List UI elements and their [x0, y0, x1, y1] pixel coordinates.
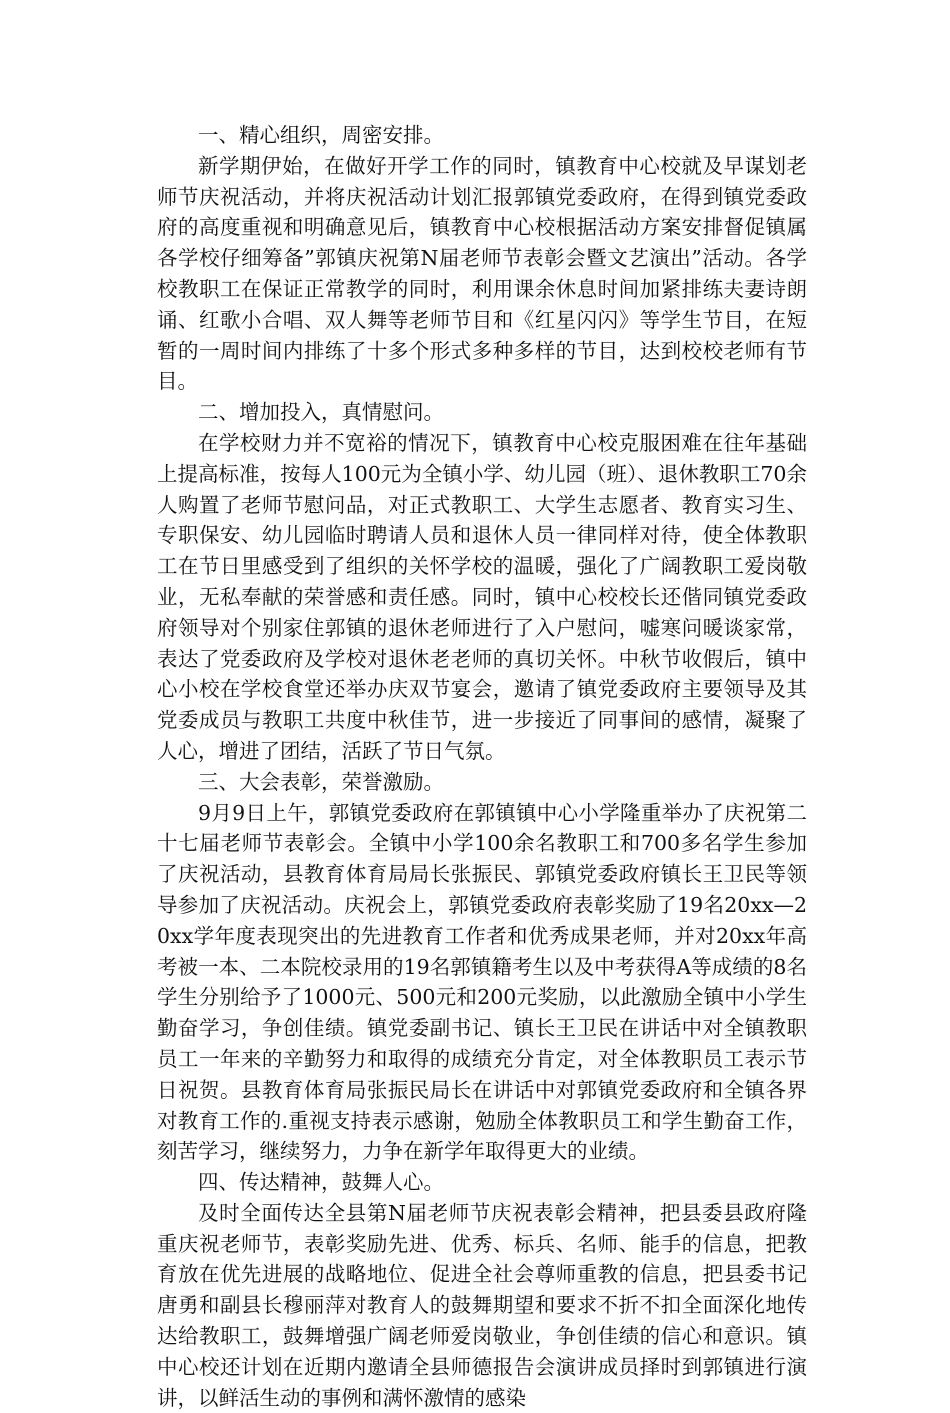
body-paragraph-1: 新学期伊始，在做好开学工作的同时，镇教育中心校就及早谋划老师节庆祝活动，并将庆祝活动计划汇报郭镇党委政府，在得到镇党委政府的高度重视和明确意见后，镇教育中心校根据活动方案安排督促镇属各学校仔细筹备”郭镇庆祝第N届老师节表彰会暨文艺演出”活动。各学校教职工在保证正常教学的同时，利用课余休息时间加紧排练夫妻诗朗诵、红歌小合唱、双人舞等老师节目和《红星闪闪》等学生节目，在短暂的一周时间内排练了十多个形式多种多样的节目，达到校校老师有节目。 [157, 153, 807, 394]
section-heading-3: 三、大会表彰，荣誉激励。 [198, 769, 444, 794]
section-heading-4: 四、传达精神，鼓舞人心。 [198, 1170, 444, 1195]
section-heading-2: 二、增加投入，真情慰问。 [198, 400, 444, 425]
body-paragraph-3: 9月9日上午，郭镇党委政府在郭镇镇中心小学隆重举办了庆祝第二十七届老师节表彰会。全镇中小学100余名教职工和700多名学生参加了庆祝活动，县教育体育局局长张振民、郭镇党委政府镇长王卫民等领导参加了庆祝活动。庆祝会上，郭镇党委政府表彰奖励了19名20xx—20xx学年度表现突出的先进教育工作者和优秀成果老师，并对20xx年高考被一本、二本院校录用的19名郭镇籍考生以及中考获得A等成绩的8名学生分别给予了1000元、500元和200元奖励，以此激励全镇中小学生勤奋学习，争创佳绩。镇党委副书记、镇长王卫民在讲话中对全镇教职员工一年来的辛勤努力和取得的成绩充分肯定，对全体教职员工表示节日祝贺。县教育体育局张振民局长在讲话中对郭镇党委政府和全镇各界对教育工作的.重视支持表示感谢，勉励全体教职员工和学生勤奋工作，刻苦学习，继续努力，力争在新学年取得更大的业绩。 [157, 800, 807, 1164]
section-heading-1: 一、精心组织，周密安排。 [198, 123, 444, 147]
body-paragraph-2: 在学校财力并不宽裕的情况下，镇教育中心校克服困难在往年基础上提高标准，按每人100元为全镇小学、幼儿园（班）、退休教职工70余人购置了老师节慰问品，对正式教职工、大学生志愿者、教育实习生、专职保安、幼儿园临时聘请人员和退休人员一律同样对待，使全体教职工在节日里感受到了组织的关怀学校的温暖，强化了广阔教职工爱岗敬业，无私奉献的荣誉感和责任感。同时，镇中心校校长还偕同镇党委政府领导对个别家住郭镇的退休老师进行了入户慰问，嘘寒问暖谈家常，表达了党委政府及学校对退休老老师的真切关怀。中秋节收假后，镇中心小校在学校食堂还举办庆双节宴会，邀请了镇党委政府主要领导及其党委成员与教职工共度中秋佳节，进一步接近了同事间的感情，凝聚了人心，增进了团结，活跃了节日气氛。 [157, 430, 807, 763]
document-body [157, 120, 807, 1413]
body-paragraph-4: 及时全面传达全县第N届老师节庆祝表彰会精神，把县委县政府隆重庆祝老师节，表彰奖励先进、优秀、标兵、名师、能手的信息，把教育放在优先进展的战略地位、促进全社会尊师重教的信息，把县委书记唐勇和副县长穆丽萍对教育人的鼓舞期望和要求不折不扣全面深化地传达给教职工，鼓舞增强广阔老师爱岗敬业，争创佳绩的信心和意识。镇中心校还计划在近期内邀请全县师德报告会演讲成员择时到郭镇进行演讲，以鲜活生动的事例和满怀激情的感染 [157, 1200, 807, 1410]
